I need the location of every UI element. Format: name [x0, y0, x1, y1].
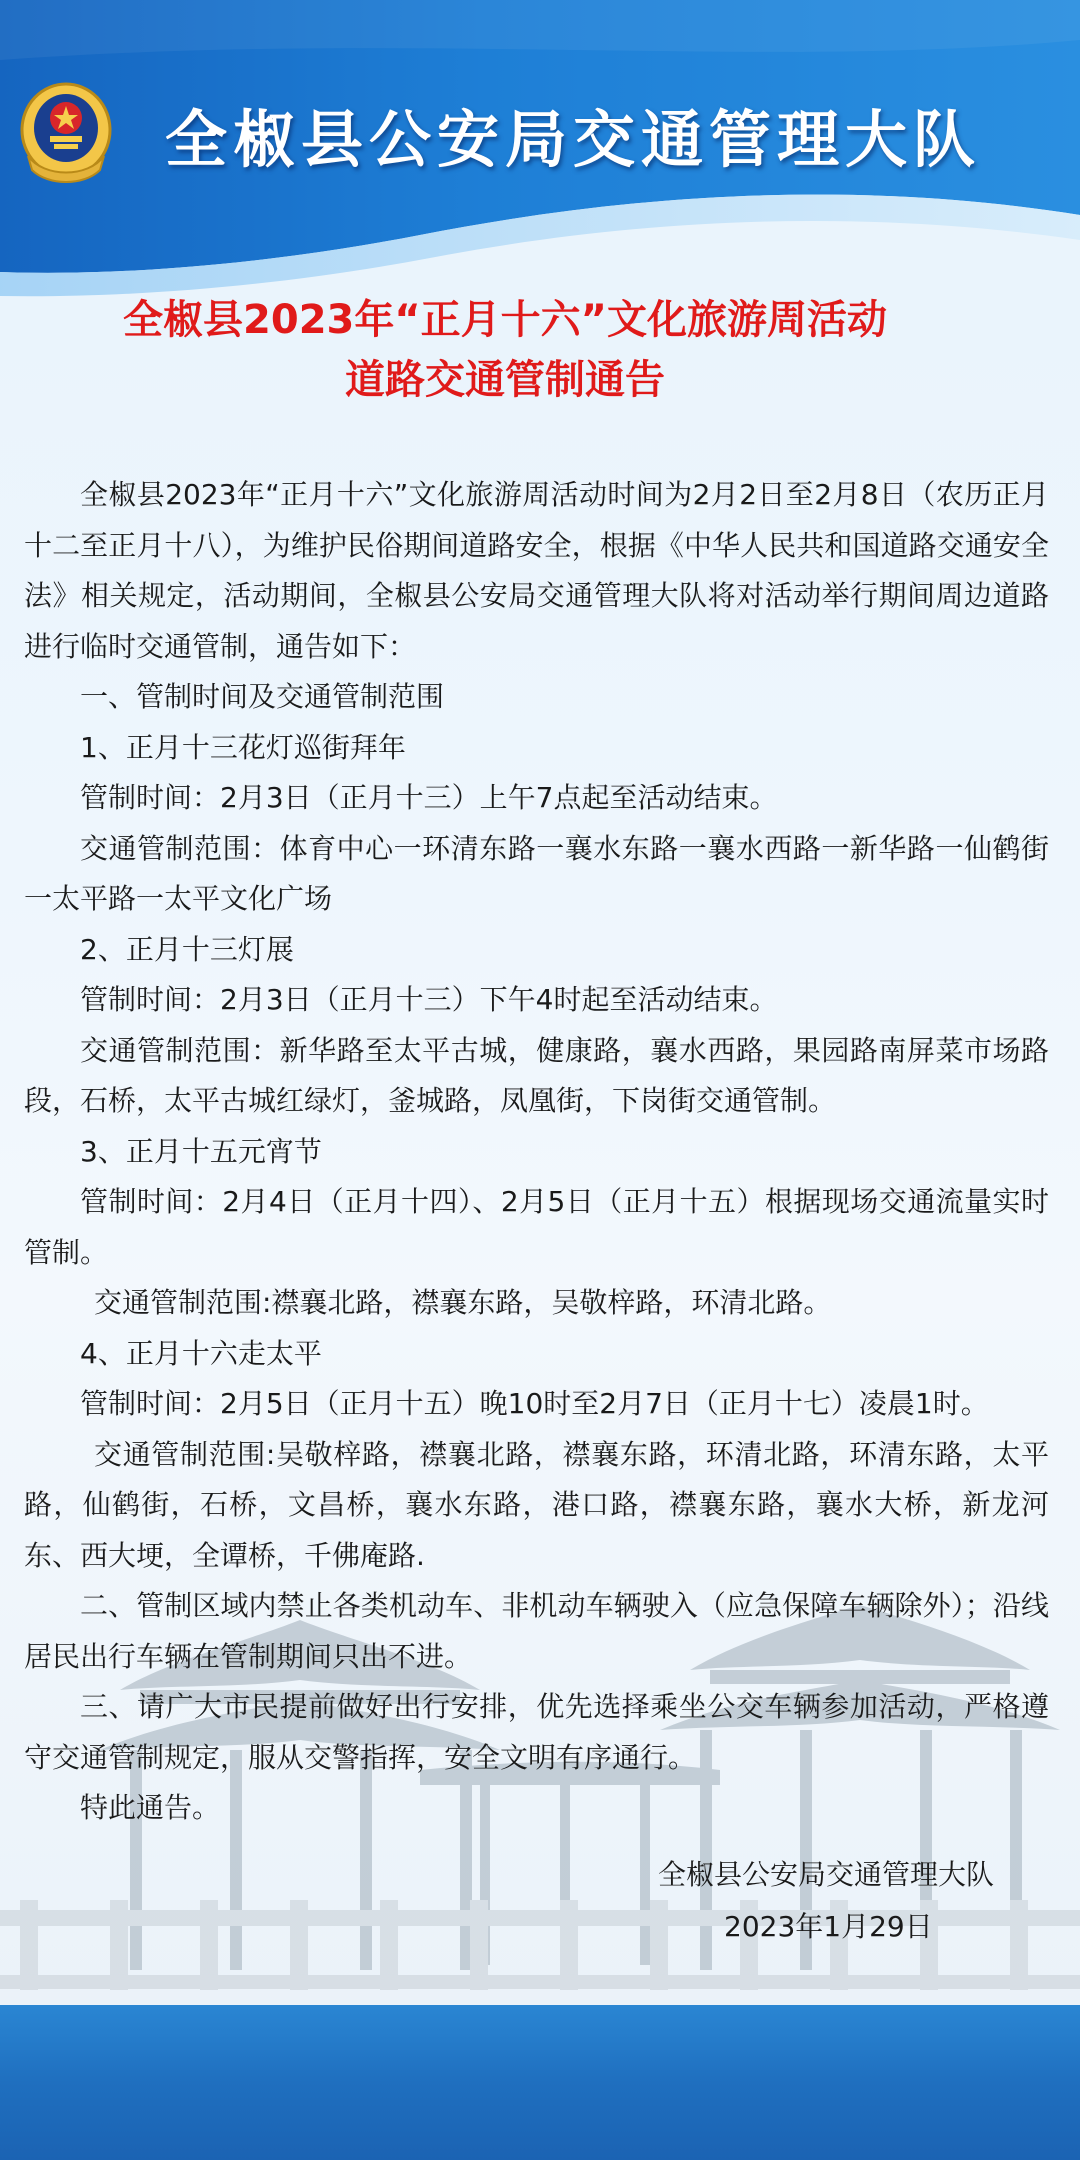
- section2-paragraph: 二、管制区域内禁止各类机动车、非机动车辆驶入（应急保障车辆除外）；沿线居民出行车辆在管制期间只出不进。: [24, 1589, 1049, 1673]
- section3-paragraph: 三、请广大市民提前做好出行安排，优先选择乘坐公交车辆参加活动，严格遵守交通管制规定，服从交警指挥，安全文明有序通行。: [24, 1690, 1049, 1774]
- item3-title: 3、正月十五元宵节: [80, 1134, 322, 1168]
- notice-title: [0, 290, 1010, 410]
- item1-title: 1、正月十三花灯巡街拜年: [80, 730, 406, 764]
- item3-range: 交通管制范围:襟襄北路，襟襄东路，吴敬梓路，环清北路。: [94, 1286, 832, 1319]
- item2-range: 交通管制范围：新华路至太平古城，健康路，襄水西路，果园路南屏菜市场路段，石桥，太平古城红绿灯，釜城路，凤凰街，下岗街交通管制。: [24, 1033, 1049, 1117]
- item1-range: 交通管制范围：体育中心一环清东路一襄水东路一襄水西路一新华路一仙鹤街一太平路一太平文化广场: [24, 831, 1049, 915]
- item4-range: 交通管制范围:吴敬梓路，襟襄北路，襟襄东路，环清北路，环清东路，太平路，仙鹤街，石桥，文昌桥，襄水东路，港口路，襟襄东路，襄水大桥，新龙河东、西大埂，全谭桥，千佛庵路.: [24, 1437, 1049, 1572]
- agency-title: 全椒县公安局交通管理大队: [165, 103, 982, 176]
- signature-organization: 全椒县公安局交通管理大队: [658, 1858, 995, 1891]
- closing-line: 特此通告。: [80, 1791, 221, 1824]
- police-emblem-icon: [14, 78, 118, 186]
- item2-title: 2、正月十三灯展: [80, 932, 294, 966]
- notice-body: [24, 470, 1049, 1834]
- item3-time: 管制时间：2月4日（正月十四）、2月5日（正月十五）根据现场交通流量实时管制。: [24, 1185, 1049, 1269]
- header-banner: [0, 0, 1080, 300]
- section1-heading: 一、管制时间及交通管制范围: [80, 680, 445, 713]
- item4-time: 管制时间：2月5日（正月十五）晚10时至2月7日（正月十七）凌晨1时。: [80, 1387, 989, 1420]
- bottom-band: [0, 2005, 1080, 2160]
- notice-title-line2: 道路交通管制通告: [345, 357, 665, 403]
- intro-paragraph: 全椒县2023年“正月十六”文化旅游周活动时间为2月2日至2月8日（农历正月十二至正月十八），为维护民俗期间道路安全，根据《中华人民共和国道路交通安全法》相关规定，活动期间，全椒县公安局交通管理大队将对活动举行期间周边道路进行临时交通管制，通告如下：: [24, 478, 1049, 663]
- item2-time: 管制时间：2月3日（正月十三）下午4时起至活动结束。: [80, 983, 778, 1016]
- signature-date: 2023年1月29日: [724, 1910, 933, 1943]
- item1-time: 管制时间：2月3日（正月十三）上午7点起至活动结束。: [80, 781, 778, 814]
- item4-title: 4、正月十六走太平: [80, 1336, 322, 1370]
- notice-title-line1: 全椒县2023年“正月十六”文化旅游周活动: [123, 297, 887, 343]
